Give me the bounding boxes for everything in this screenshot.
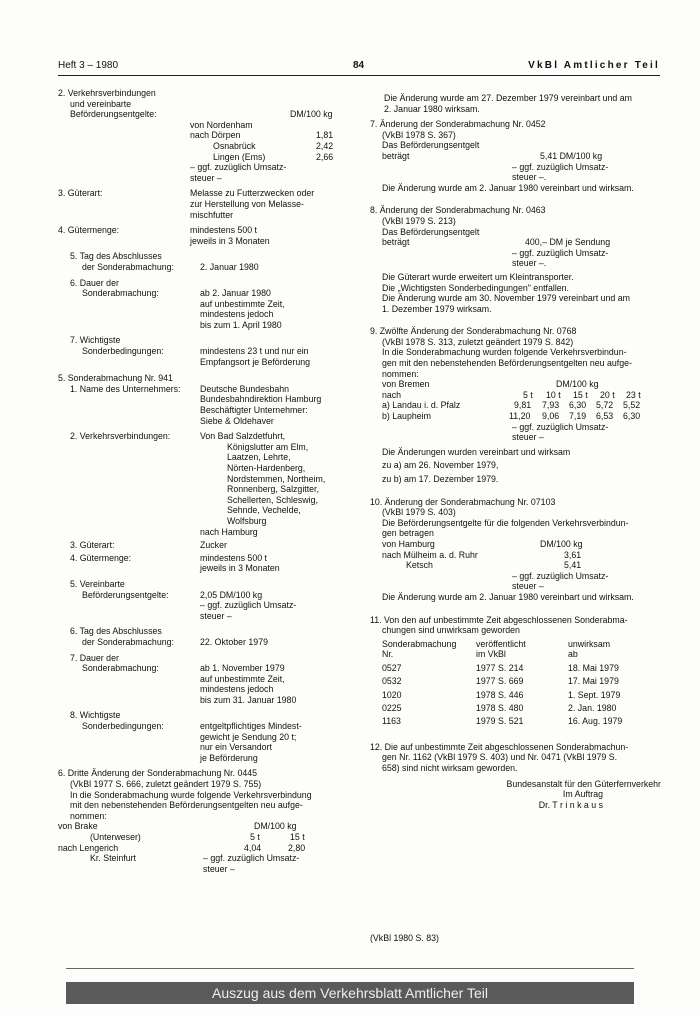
place-item: Nörten-Hardenberg, — [227, 463, 306, 473]
table-row — [370, 676, 665, 689]
text-line: Sonderbedingungen: — [82, 721, 164, 732]
issue-label: Heft 3 – 1980 — [58, 60, 119, 71]
table-row — [370, 411, 665, 422]
text-line: 8. Änderung der Sonderabmachung Nr. 0463 — [370, 205, 546, 216]
column-head: 5 t — [523, 389, 533, 400]
text-line: gen betragen — [382, 528, 434, 539]
column-head: unwirksam — [568, 638, 611, 649]
price-value: 2,66 — [316, 151, 334, 162]
table-cell: 0527 — [382, 662, 402, 673]
section-7-change — [370, 119, 665, 193]
text-line: Bundesbahndirektion Hamburg — [200, 394, 322, 405]
price-value: 6,30 — [569, 400, 587, 411]
header-rule — [58, 75, 660, 76]
text-line: 658) sind nicht wirksam geworden. — [382, 763, 518, 774]
text-line: der Sonderabmachung: — [82, 636, 174, 647]
text-line: 6. Dauer der — [70, 277, 119, 288]
text-line: mit den nebenstehenden Beförderungsentgelten neu aufge- — [70, 800, 303, 811]
tax-note: – ggf. zuzüglich Umsatz- — [512, 570, 609, 581]
tax-note: steuer –. — [512, 258, 547, 269]
field-value — [200, 710, 358, 763]
column-head: 5 t — [250, 832, 260, 842]
field-key: 3. Güterart: — [58, 188, 103, 199]
tax-note: steuer – — [512, 581, 544, 592]
price-value: 4,04 — [244, 842, 262, 853]
route-row — [58, 832, 358, 843]
tax-note: – ggf. zuzüglich Umsatz- — [190, 162, 287, 173]
text-span: Kr. Steinfurt — [90, 853, 136, 864]
tax-note: – ggf. zuzüglich Umsatz- — [512, 161, 609, 172]
right-column — [370, 93, 665, 810]
unit-label: DM/100 kg — [540, 538, 583, 549]
price-value: 5,41 DM/100 kg — [540, 150, 603, 161]
column-head: 20 t — [600, 389, 615, 400]
text-span: Beförderungsentgelte: — [70, 109, 157, 120]
section-4 — [58, 225, 358, 246]
table-cell: 1977 S. 214 — [476, 662, 524, 673]
route-from: von Brake — [58, 821, 98, 832]
text-line: Das Beförderungsentgelt — [382, 140, 480, 151]
field-key — [58, 251, 200, 272]
text-line: 6. Dritte Änderung der Sonderabmachung Nr. 0445 — [58, 768, 258, 779]
section-5 — [58, 251, 358, 272]
route-to: Lingen (Ems) — [213, 151, 266, 162]
text-line: 2. Verkehrsverbindungen — [58, 88, 156, 98]
price-value: 1,81 — [316, 130, 334, 141]
text-line: mindestens 23 t und nur ein — [200, 346, 309, 357]
route-to: nach Dörpen — [190, 130, 241, 141]
route-row — [370, 379, 665, 390]
price-value: 2,80 — [288, 842, 306, 853]
text-line: Die Änderung wurde am 30. November 1979 vereinbart und am — [382, 293, 630, 304]
text-line: – ggf. zuzüglich Umsatz- — [200, 600, 297, 611]
section-8-change — [370, 205, 665, 314]
n5-item-5 — [58, 579, 358, 621]
text-line: (VkBl 1978 S. 367) — [382, 129, 456, 140]
text-span: beträgt — [382, 237, 410, 248]
text-line: Deutsche Bundesbahn — [200, 383, 290, 394]
field-key — [58, 626, 200, 647]
text-line: 7. Änderung der Sonderabmachung Nr. 0452 — [370, 119, 546, 130]
text-line: mindestens 500 t — [190, 225, 257, 236]
field-value — [200, 579, 358, 621]
text-line: auf unbestimmte Zeit, — [200, 298, 285, 309]
text-line: auf unbestimmte Zeit, — [200, 673, 285, 684]
publication-title: VkBl Amtlicher Teil — [528, 60, 660, 71]
text-line: 1. Dezember 1979 wirksam. — [382, 303, 492, 314]
text-line: Sonderabmachung: — [82, 663, 159, 674]
route-row — [58, 152, 358, 163]
field-value: Zucker — [200, 540, 227, 551]
table-cell: 1978 S. 446 — [476, 689, 524, 700]
text-line: In die Sonderabmachung wurden folgende Verkehrsverbindun- — [382, 347, 627, 358]
table-cell: 2. Jan. 1980 — [568, 703, 617, 714]
unit-label: DM/100 kg — [254, 821, 297, 832]
field-key — [58, 710, 200, 763]
n5-item-1 — [58, 384, 358, 426]
field-key: 1. Name des Unternehmers: — [70, 383, 181, 394]
table-cell: 1. Sept. 1979 — [568, 689, 621, 700]
table-cell: 1020 — [382, 689, 402, 700]
table-cell: 16. Aug. 1979 — [568, 716, 623, 727]
text-line: mindestens jedoch — [200, 684, 274, 695]
text-line: der Sonderabmachung: — [82, 261, 174, 272]
text-line: Sonderbedingungen: — [82, 346, 164, 357]
route-to: Ketsch — [406, 560, 433, 571]
text-line: je Beförderung — [200, 752, 258, 763]
text-line: Die Änderung wurde am 2. Januar 1980 vereinbart und wirksam. — [382, 182, 634, 193]
text-line: Im Auftrag — [562, 789, 603, 800]
price-value: 9,81 — [514, 400, 532, 411]
place-item: Nordstemmen, Northeim, — [227, 473, 326, 484]
text-line: Beförderungsentgelte: — [82, 589, 169, 600]
text-line: jeweils in 3 Monaten — [190, 235, 270, 246]
place-item: Schellerten, Schleswig, — [227, 494, 318, 505]
text-line: (VkBl 1978 S. 313, zuletzt geändert 1979 S. 842) — [382, 336, 574, 347]
field-value — [200, 335, 358, 367]
field-value — [200, 384, 358, 426]
table-cell: 0532 — [382, 676, 402, 687]
field-key — [58, 653, 200, 706]
r-intro — [370, 93, 665, 114]
text-line: (VkBl 1977 S. 666, zuletzt geändert 1979 S. 755) — [70, 779, 262, 790]
place-item: Wolfsburg — [227, 515, 267, 526]
tax-note: steuer – — [190, 172, 222, 183]
section-6-change — [58, 768, 358, 874]
route-to: nach — [382, 389, 402, 400]
column-head: 23 t — [626, 389, 641, 400]
text-line: (VkBl 1979 S. 213) — [382, 215, 456, 226]
text-span: beträgt — [382, 150, 410, 161]
page-number: 84 — [353, 60, 365, 71]
route-row — [58, 843, 358, 854]
table-row — [370, 663, 665, 676]
tax-note: steuer –. — [512, 172, 547, 183]
text-line: bis zum 1. April 1980 — [200, 319, 282, 330]
field-key: 3. Güterart: — [70, 540, 115, 551]
route-from: von Bremen — [382, 379, 430, 390]
section-11 — [370, 615, 665, 730]
text-line: 7. Dauer der — [70, 652, 119, 663]
table-header — [370, 639, 665, 660]
route-to: nach Mülheim a. d. Ruhr — [382, 549, 478, 560]
text-line: 5. Vereinbarte — [70, 578, 125, 589]
place-list — [200, 442, 358, 527]
price-value: 2,42 — [316, 140, 334, 151]
unit-label: DM/100 kg — [290, 109, 333, 120]
text-line: zur Herstellung von Melasse- — [190, 198, 304, 209]
text-line: 9. Zwölfte Änderung der Sonderabmachung Nr. 0768 — [370, 326, 577, 337]
text-line: mindestens 500 t — [200, 552, 267, 563]
text-line: 12. Die auf unbestimmte Zeit abgeschlossenen Sonderabmachun- — [370, 741, 629, 752]
table-row — [370, 716, 665, 729]
column-head: 15 t — [290, 832, 305, 842]
text-line — [58, 109, 358, 120]
text-line: 11. Von den auf unbestimmte Zeit abgeschlossenen Sonderabma- — [370, 614, 628, 625]
text-line: jeweils in 3 Monaten — [200, 563, 280, 574]
text-line: 2,05 DM/100 kg — [200, 589, 263, 600]
table-cell: 1163 — [382, 716, 401, 727]
reference: (VkBl 1980 S. 83) — [370, 933, 439, 943]
text-line: nommen: — [70, 810, 107, 821]
table-row — [370, 690, 665, 703]
text-line: mischfutter — [190, 209, 234, 220]
price-value: 400,– DM je Sendung — [525, 237, 611, 248]
column-head: veröffentlicht — [476, 638, 526, 649]
text-line: (VkBl 1979 S. 403) — [382, 507, 456, 518]
footer-banner: Auszug aus dem Verkehrsblatt Amtlicher Teil — [66, 982, 634, 1004]
route-row — [58, 130, 358, 141]
text-line: 5. Tag des Abschlusses — [70, 251, 162, 262]
text-line: Empfangsort je Beförderung — [200, 356, 311, 367]
n5-item-3 — [58, 540, 358, 551]
field-value: 2. Januar 1980 — [200, 261, 259, 272]
price-value: 7,19 — [569, 411, 587, 422]
price-value: 6,30 — [623, 411, 641, 422]
route-from: von Nordenham — [190, 119, 253, 130]
tax-note: steuer – — [203, 863, 235, 874]
text-line: steuer – — [200, 610, 232, 621]
text-line: 2. Januar 1980 wirksam. — [384, 103, 480, 114]
unit-label: DM/100 kg — [556, 379, 599, 390]
table-cell: 17. Mai 1979 — [568, 676, 619, 687]
place-item: Sehnde, Vechelde, — [227, 505, 301, 516]
section-3 — [58, 188, 358, 220]
text-line: Die Änderung wurde am 27. Dezember 1979 vereinbart und am — [384, 93, 632, 103]
text-line: entgeltpflichtiges Mindest- — [200, 721, 302, 732]
tax-note: – ggf. zuzüglich Umsatz- — [203, 853, 300, 864]
route-row — [58, 853, 358, 864]
text-line: Die Güterart wurde erweitert um Kleintransporter. — [382, 271, 574, 282]
text-line: nur ein Versandort — [200, 742, 272, 753]
price-value: 5,52 — [623, 400, 641, 411]
text-line: Die Beförderungsentgelte für die folgenden Verkehrsverbindun- — [382, 517, 629, 528]
route-row — [58, 821, 358, 832]
left-column — [58, 88, 358, 874]
tax-note: steuer – — [512, 432, 544, 443]
text-line: nommen: — [382, 368, 419, 379]
text-line: gen Nr. 1162 (VkBl 1979 S. 403) und Nr. 0471 (VkBl 1979 S. — [382, 752, 618, 763]
field-key: 4. Gütermenge: — [70, 552, 132, 563]
authority-name: Bundesanstalt für den Güterfernverkehr — [506, 778, 661, 789]
field-value — [200, 653, 358, 706]
field-key: 2. Verkehrsverbindungen: — [70, 431, 171, 442]
field-value — [200, 431, 358, 537]
text-line — [370, 151, 665, 162]
text-span: (Unterweser) — [90, 832, 141, 842]
column-head: 15 t — [573, 389, 588, 400]
table-cell: 18. Mai 1979 — [568, 662, 619, 673]
field-key — [58, 335, 200, 367]
price-value: 5,72 — [596, 400, 614, 411]
price-value: 9,06 — [542, 411, 560, 422]
field-value — [200, 553, 358, 574]
place-item: Ronnenberg, Salzgitter, — [227, 484, 319, 495]
text-line: mindestens jedoch — [200, 309, 274, 320]
place-item: Laatzen, Lehrte, — [227, 452, 291, 463]
table-cell: 0225 — [382, 703, 402, 714]
route-from: von Hamburg — [382, 538, 435, 549]
text-line: zu b) am 17. Dezember 1979. — [382, 474, 499, 484]
section-12 — [370, 742, 665, 774]
price-value: 11,20 — [509, 411, 531, 422]
text-line: 8. Wichtigste — [70, 710, 121, 721]
text-line: 6. Tag des Abschlusses — [70, 626, 162, 637]
text-line: ab 2. Januar 1980 — [200, 288, 271, 299]
column-head: im VkBl — [476, 649, 506, 660]
text-line: Sonderabmachung: — [82, 288, 159, 299]
text-line — [370, 237, 665, 248]
price-value: 3,61 — [564, 549, 582, 560]
text-line: Das Beförderungsentgelt — [382, 226, 480, 237]
tax-note: – ggf. zuzüglich Umsatz- — [512, 247, 609, 258]
price-value: 6,53 — [596, 411, 614, 422]
field-key: 4. Gütermenge: — [58, 225, 120, 236]
section-2 — [58, 88, 358, 183]
field-value: 22. Oktober 1979 — [200, 636, 268, 647]
column-head: ab — [568, 649, 578, 660]
row-label: b) Laupheim — [382, 411, 431, 422]
text-line: gewicht je Sendung 20 t; — [200, 731, 297, 742]
route-row — [370, 560, 665, 571]
table-head-row — [370, 390, 665, 401]
field-key — [58, 579, 200, 621]
signature-block — [370, 779, 665, 811]
n5-item-2 — [58, 431, 358, 537]
text-line: chungen sind unwirksam geworden — [382, 625, 520, 636]
text-line: Die „Wichtigsten Sonderbedingungen" entfallen. — [382, 282, 569, 293]
table-row — [370, 703, 665, 716]
table-cell: 1978 S. 480 — [476, 703, 524, 714]
route-to: Osnabrück — [213, 140, 256, 151]
column-head: Nr. — [382, 649, 394, 660]
n5-item-8 — [58, 710, 358, 763]
table-cell: 1979 S. 521 — [476, 716, 524, 727]
section-6 — [58, 278, 358, 331]
section-9-change — [370, 326, 665, 484]
text-line: gen mit den nebenstehenden Beförderungsentgelten neu aufge- — [382, 358, 632, 369]
section-title: 5. Sonderabmachung Nr. 941 — [58, 373, 173, 384]
text-line: Die Änderungen wurden vereinbart und wirksam — [382, 446, 571, 457]
footer-rule — [66, 968, 634, 969]
place-item: Königslutter am Elm, — [227, 441, 309, 452]
tax-note: – ggf. zuzüglich Umsatz- — [512, 421, 609, 432]
row-label: a) Landau i. d. Pfalz — [382, 400, 461, 411]
table-row — [370, 400, 665, 411]
text-line: und vereinbarte — [70, 98, 132, 109]
text-line: Siebe & Oldehaver — [200, 415, 274, 426]
text-line: Beschäftigter Unternehmer: — [200, 405, 308, 416]
column-head: Sonderabmachung — [382, 638, 457, 649]
text-line: 7. Wichtigste — [70, 335, 121, 346]
n5-item-7 — [58, 653, 358, 706]
text-line: nach Hamburg — [200, 526, 258, 537]
field-value — [190, 225, 358, 246]
text-line: In die Sonderabmachung wurde folgende Verkehrsverbindung — [70, 789, 312, 800]
route-row — [58, 141, 358, 152]
route-row — [370, 539, 665, 550]
text-line: Von Bad Salzdetfuhrt, — [200, 431, 286, 442]
table-cell: 1977 S. 669 — [476, 676, 524, 687]
text-line: 10. Änderung der Sonderabmachung Nr. 07103 — [370, 496, 556, 507]
price-value: 5,41 — [564, 560, 582, 571]
text-line: bis zum 31. Januar 1980 — [200, 694, 297, 705]
column-head: 10 t — [546, 389, 561, 400]
signatory-name: Dr. T r i n k a u s — [538, 799, 603, 810]
page-header — [58, 60, 660, 74]
route-to: nach Lengerich — [58, 842, 119, 853]
n5-item-4 — [58, 553, 358, 574]
text-line: Die Änderung wurde am 2. Januar 1980 vereinbart und wirksam. — [382, 591, 634, 602]
text-line: ab 1. November 1979 — [200, 663, 285, 674]
route-row — [370, 550, 665, 561]
field-value — [200, 278, 358, 331]
field-key — [58, 278, 200, 331]
text-line: Melasse zu Futterzwecken oder — [190, 188, 315, 199]
text-line: zu a) am 26. November 1979, — [382, 460, 499, 471]
n5-item-6 — [58, 626, 358, 647]
price-value: 7,93 — [542, 400, 560, 411]
field-value — [190, 188, 358, 220]
section-7 — [58, 335, 358, 367]
section-10-change — [370, 497, 665, 603]
